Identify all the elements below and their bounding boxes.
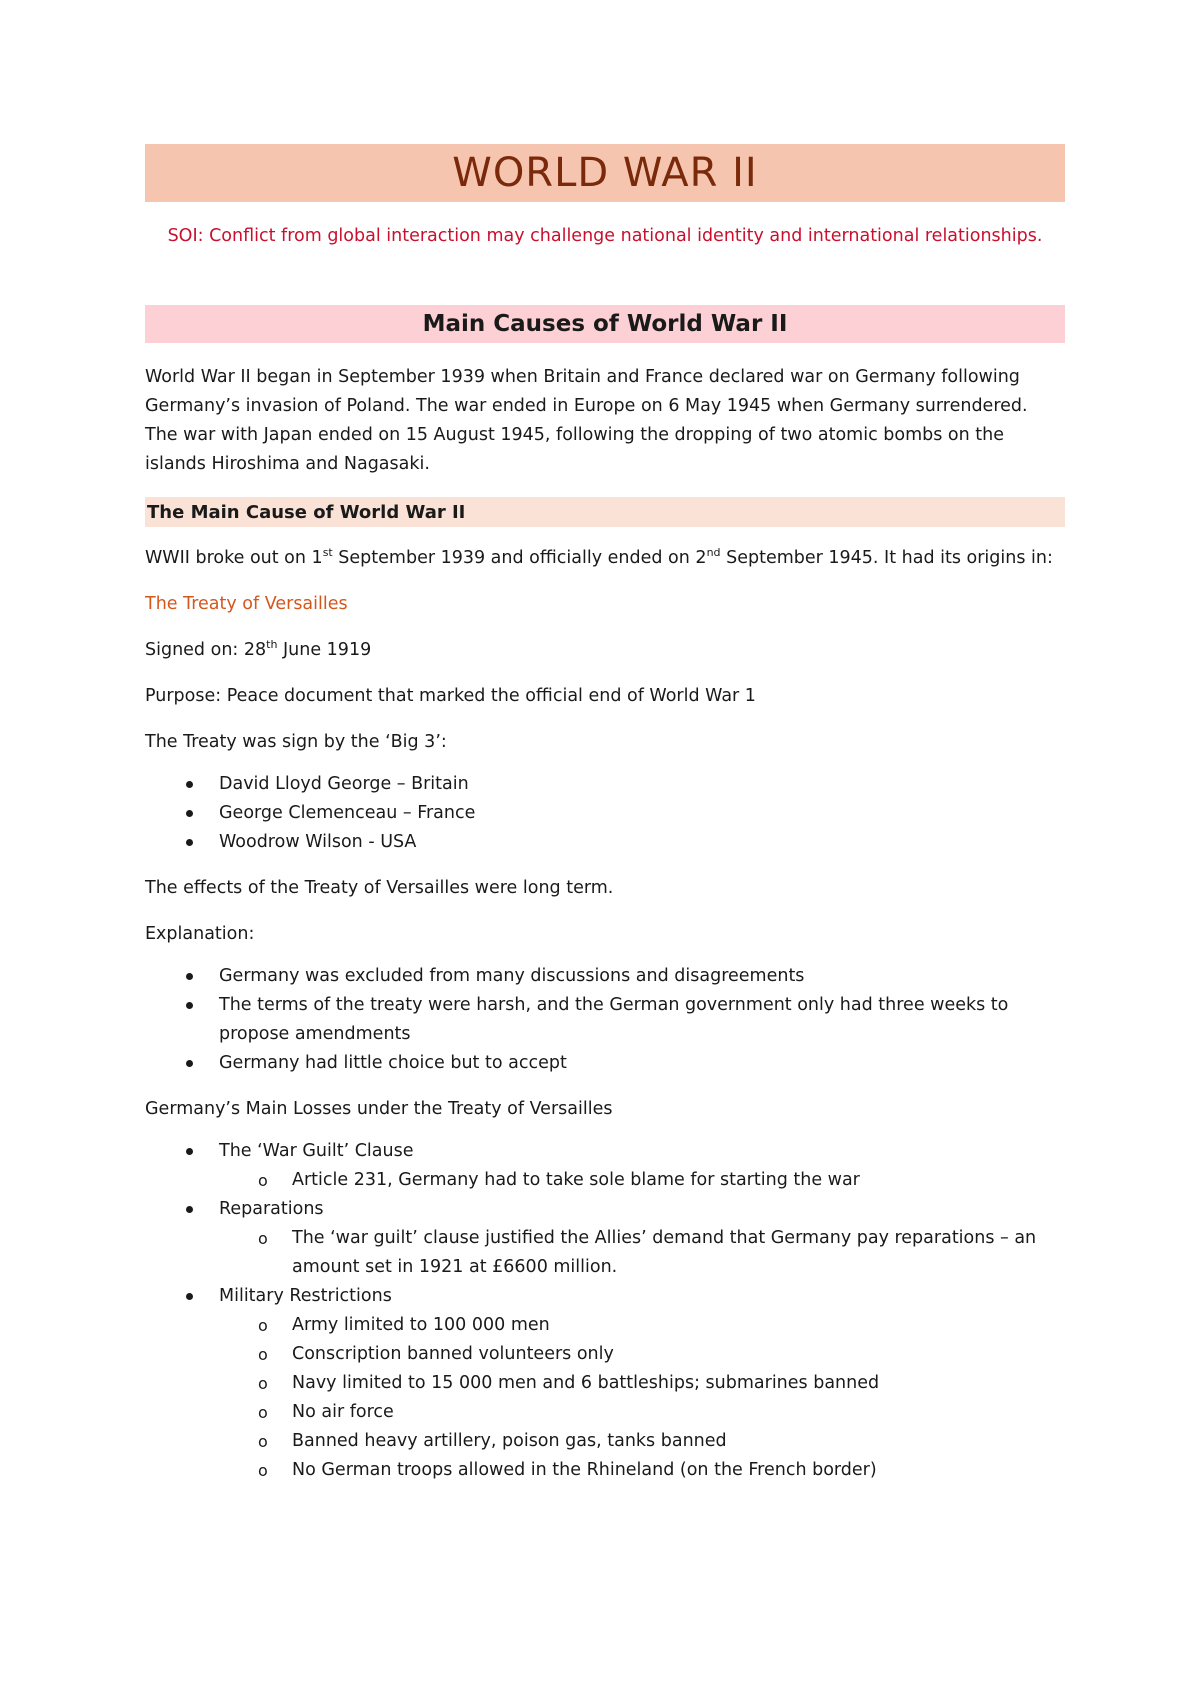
- purpose-text: Purpose: Peace document that marked the official end of World War 1: [145, 686, 756, 706]
- list-item-text: The terms of the treaty were harsh, and the German government only had three weeks to propose amendments: [219, 995, 1009, 1044]
- sub-list-item-text: The ‘war guilt’ clause justified the Allies’ demand that Germany pay reparations – an amount set in 1921 at £6600 million.: [292, 1228, 1037, 1277]
- big3-item: [145, 828, 1065, 857]
- section-heading-text: Main Causes of World War II: [422, 310, 788, 337]
- intro-paragraph: World War II began in September 1939 when Britain and France declared war on Germany following Germany’s invasion of Poland. The war ended in Europe on 6 May 1945 when Germany surrendered. The war with Japan ended on 15 August 1945, following the dropping of two atomic bombs on the islands Hiroshima and Nagasaki.: [145, 367, 1028, 474]
- document-content: [145, 144, 1065, 1485]
- sub-bullet-icon: o: [258, 1316, 268, 1335]
- sub-list-item-text: No air force: [292, 1402, 394, 1422]
- loss-item: [145, 1137, 1065, 1166]
- explanation-item: [145, 991, 1065, 1049]
- losses-heading: Germany’s Main Losses under the Treaty of Versailles: [145, 1099, 613, 1119]
- subheading: [145, 497, 1065, 527]
- sub-bullet-icon: o: [258, 1345, 268, 1364]
- sub-list-item-text: Banned heavy artillery, poison gas, tanks banned: [292, 1431, 727, 1451]
- section-heading: [145, 305, 1065, 343]
- title-text: WORLD WAR II: [452, 149, 758, 196]
- sub-bullet-icon: o: [258, 1229, 268, 1248]
- sub-list-item: [145, 1166, 1065, 1195]
- sub-list-item-text: No German troops allowed in the Rhineland (on the French border): [292, 1460, 877, 1480]
- explanation-list: [145, 962, 1065, 1078]
- soi-statement: SOI: Conflict from global interaction may challenge national identity and international relationships.: [167, 226, 1043, 246]
- document-title: [145, 144, 1065, 202]
- explanation-label: Explanation:: [145, 924, 255, 944]
- bullet-icon: [186, 839, 193, 846]
- list-item-text: George Clemenceau – France: [219, 803, 476, 823]
- treaty-heading: The Treaty of Versailles: [145, 594, 348, 614]
- loss-item: [145, 1195, 1065, 1224]
- loss-item: [145, 1282, 1065, 1311]
- sub-bullet-icon: o: [258, 1171, 268, 1190]
- list-item-text: Woodrow Wilson - USA: [219, 832, 417, 852]
- sub-list-item: [145, 1398, 1065, 1427]
- big3-list: [145, 770, 1065, 857]
- bullet-icon: [186, 973, 193, 980]
- list-item-text: David Lloyd George – Britain: [219, 774, 469, 794]
- bullet-icon: [186, 1002, 193, 1009]
- big3-item: [145, 799, 1065, 828]
- sub-list-item: [145, 1340, 1065, 1369]
- explanation-item: [145, 1049, 1065, 1078]
- sub-list-item: [145, 1427, 1065, 1456]
- sub-list-item: [145, 1224, 1065, 1282]
- effects-text: The effects of the Treaty of Versailles were long term.: [145, 878, 614, 898]
- big3-item: [145, 770, 1065, 799]
- origins-paragraph: WWII broke out on 1st September 1939 and officially ended on 2nd September 1945. It had its origins in:: [145, 546, 1053, 568]
- signed-date: Signed on: 28th June 1919: [145, 638, 372, 660]
- explanation-item: [145, 962, 1065, 991]
- sub-list-item: [145, 1369, 1065, 1398]
- sub-list-item-text: Article 231, Germany had to take sole blame for starting the war: [292, 1170, 860, 1190]
- big3-intro: The Treaty was sign by the ‘Big 3’:: [145, 732, 447, 752]
- sub-bullet-icon: o: [258, 1403, 268, 1422]
- losses-list: [145, 1137, 1065, 1485]
- list-item-text: Military Restrictions: [219, 1286, 392, 1306]
- list-item-text: The ‘War Guilt’ Clause: [219, 1141, 414, 1161]
- sub-bullet-icon: o: [258, 1461, 268, 1480]
- bullet-icon: [186, 1060, 193, 1067]
- sub-list-item-text: Navy limited to 15 000 men and 6 battleships; submarines banned: [292, 1373, 880, 1393]
- list-item-text: Reparations: [219, 1199, 324, 1219]
- bullet-icon: [186, 1293, 193, 1300]
- bullet-icon: [186, 781, 193, 788]
- subheading-text: The Main Cause of World War II: [147, 501, 466, 523]
- sub-list-item-text: Conscription banned volunteers only: [292, 1344, 614, 1364]
- sub-list-item-text: Army limited to 100 000 men: [292, 1315, 550, 1335]
- list-item-text: Germany was excluded from many discussions and disagreements: [219, 966, 805, 986]
- list-item-text: Germany had little choice but to accept: [219, 1053, 567, 1073]
- bullet-icon: [186, 810, 193, 817]
- bullet-icon: [186, 1206, 193, 1213]
- sub-list-item: [145, 1456, 1065, 1485]
- sub-list-item: [145, 1311, 1065, 1340]
- bullet-icon: [186, 1148, 193, 1155]
- sub-bullet-icon: o: [258, 1432, 268, 1451]
- sub-bullet-icon: o: [258, 1374, 268, 1393]
